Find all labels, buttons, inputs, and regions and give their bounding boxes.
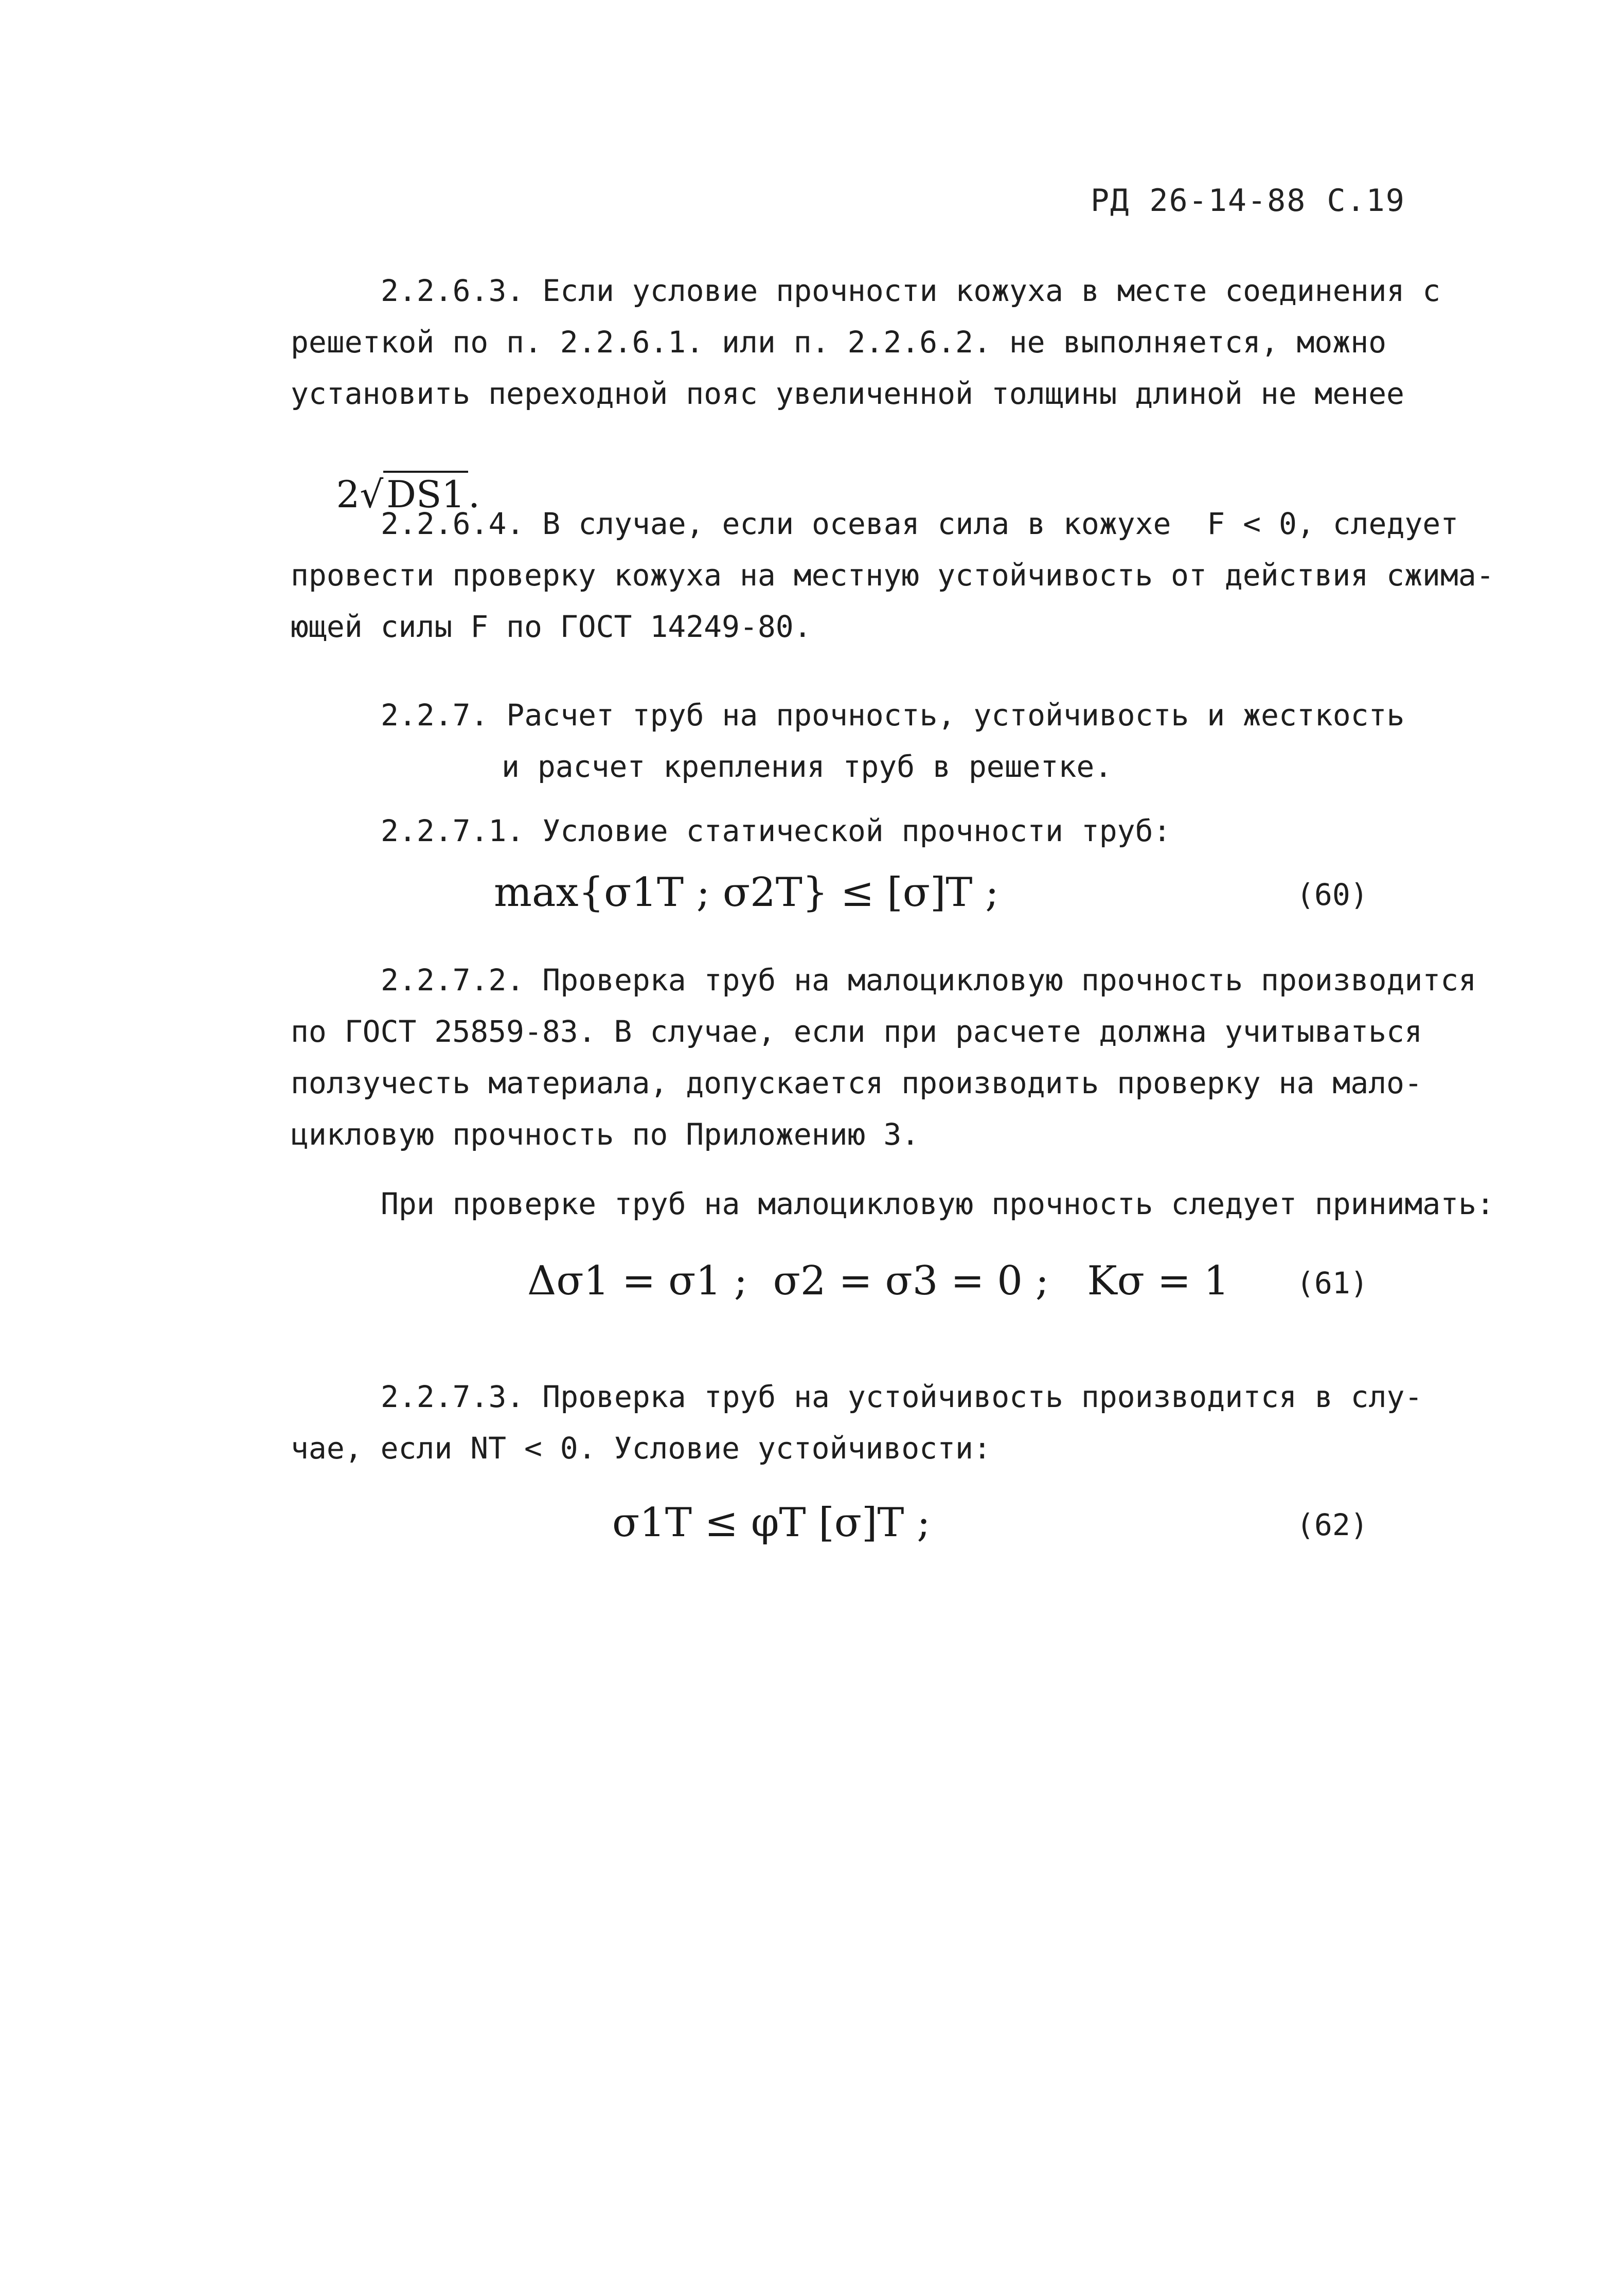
paragraph-2-2-7-2 [291, 954, 1477, 1160]
sqrt-radicand: DS1 [383, 471, 468, 516]
section-heading-2-2-7 [291, 689, 1474, 792]
text-line: 2.2.7.1. Условие статической прочности труб: [381, 813, 1171, 848]
document-code: РД 26-14-88 [1091, 183, 1307, 219]
text-line: цикловую прочность по Приложению 3. [291, 1117, 920, 1152]
formula-61: Δσ1 = σ1 ; σ2 = σ3 = 0 ; Kσ = 1 [527, 1258, 1229, 1304]
paragraph-2-2-7-2-note [291, 1178, 1494, 1230]
text-line: установить переходной пояс увеличенной толщины длиной не менее [291, 376, 1404, 411]
text-line: 2.2.6.4. В случае, если осевая сила в кожухе F < 0, следует [381, 506, 1459, 541]
equation-number-62: (62) [1296, 1507, 1368, 1542]
equation-number-60: (60) [1296, 877, 1368, 912]
sqrt-suffix: . [468, 473, 480, 516]
text-line: 2.2.7.3. Проверка труб на устойчивость производится в слу- [381, 1379, 1423, 1414]
text-line: ползучесть материала, допускается производить проверку на мало- [291, 1065, 1422, 1100]
sqrt-coefficient: 2 [336, 473, 360, 516]
page-header [1091, 183, 1405, 219]
text-line: При проверке труб на малоцикловую прочность следует принимать: [381, 1186, 1494, 1221]
text-line: провести проверку кожуха на местную устойчивость от действия сжима- [291, 558, 1494, 593]
text-line: 2.2.6.3. Если условие прочности кожуха в месте соединения с [381, 273, 1441, 308]
text-line: и расчет крепления труб в решетке. [502, 749, 1113, 784]
paragraph-2-2-6-3 [291, 265, 1474, 419]
text-line: по ГОСТ 25859-83. В случае, если при расчете должна учитываться [291, 1014, 1422, 1049]
text-line: 2.2.7. Расчет труб на прочность, устойчивость и жесткость [381, 698, 1405, 733]
paragraph-2-2-6-4 [291, 498, 1494, 652]
text-line: ющей силы F по ГОСТ 14249-80. [291, 609, 812, 644]
formula-60: max{σ1T ; σ2T} ≤ [σ]T ; [494, 869, 999, 916]
text-line: решеткой по п. 2.2.6.1. или п. 2.2.6.2. не выполняется, можно [291, 325, 1387, 360]
text-line: чае, если NT < 0. Условие устойчивости: [291, 1431, 991, 1466]
equation-number-61: (61) [1296, 1266, 1368, 1301]
page-number: С.19 [1327, 183, 1405, 219]
paragraph-2-2-7-1 [291, 805, 1474, 857]
formula-62: σ1T ≤ φT [σ]T ; [612, 1500, 931, 1546]
sqrt-icon: √ [360, 473, 384, 516]
text-line: 2.2.7.2. Проверка труб на малоцикловую прочность производится [381, 963, 1477, 998]
paragraph-2-2-7-3 [291, 1371, 1474, 1474]
